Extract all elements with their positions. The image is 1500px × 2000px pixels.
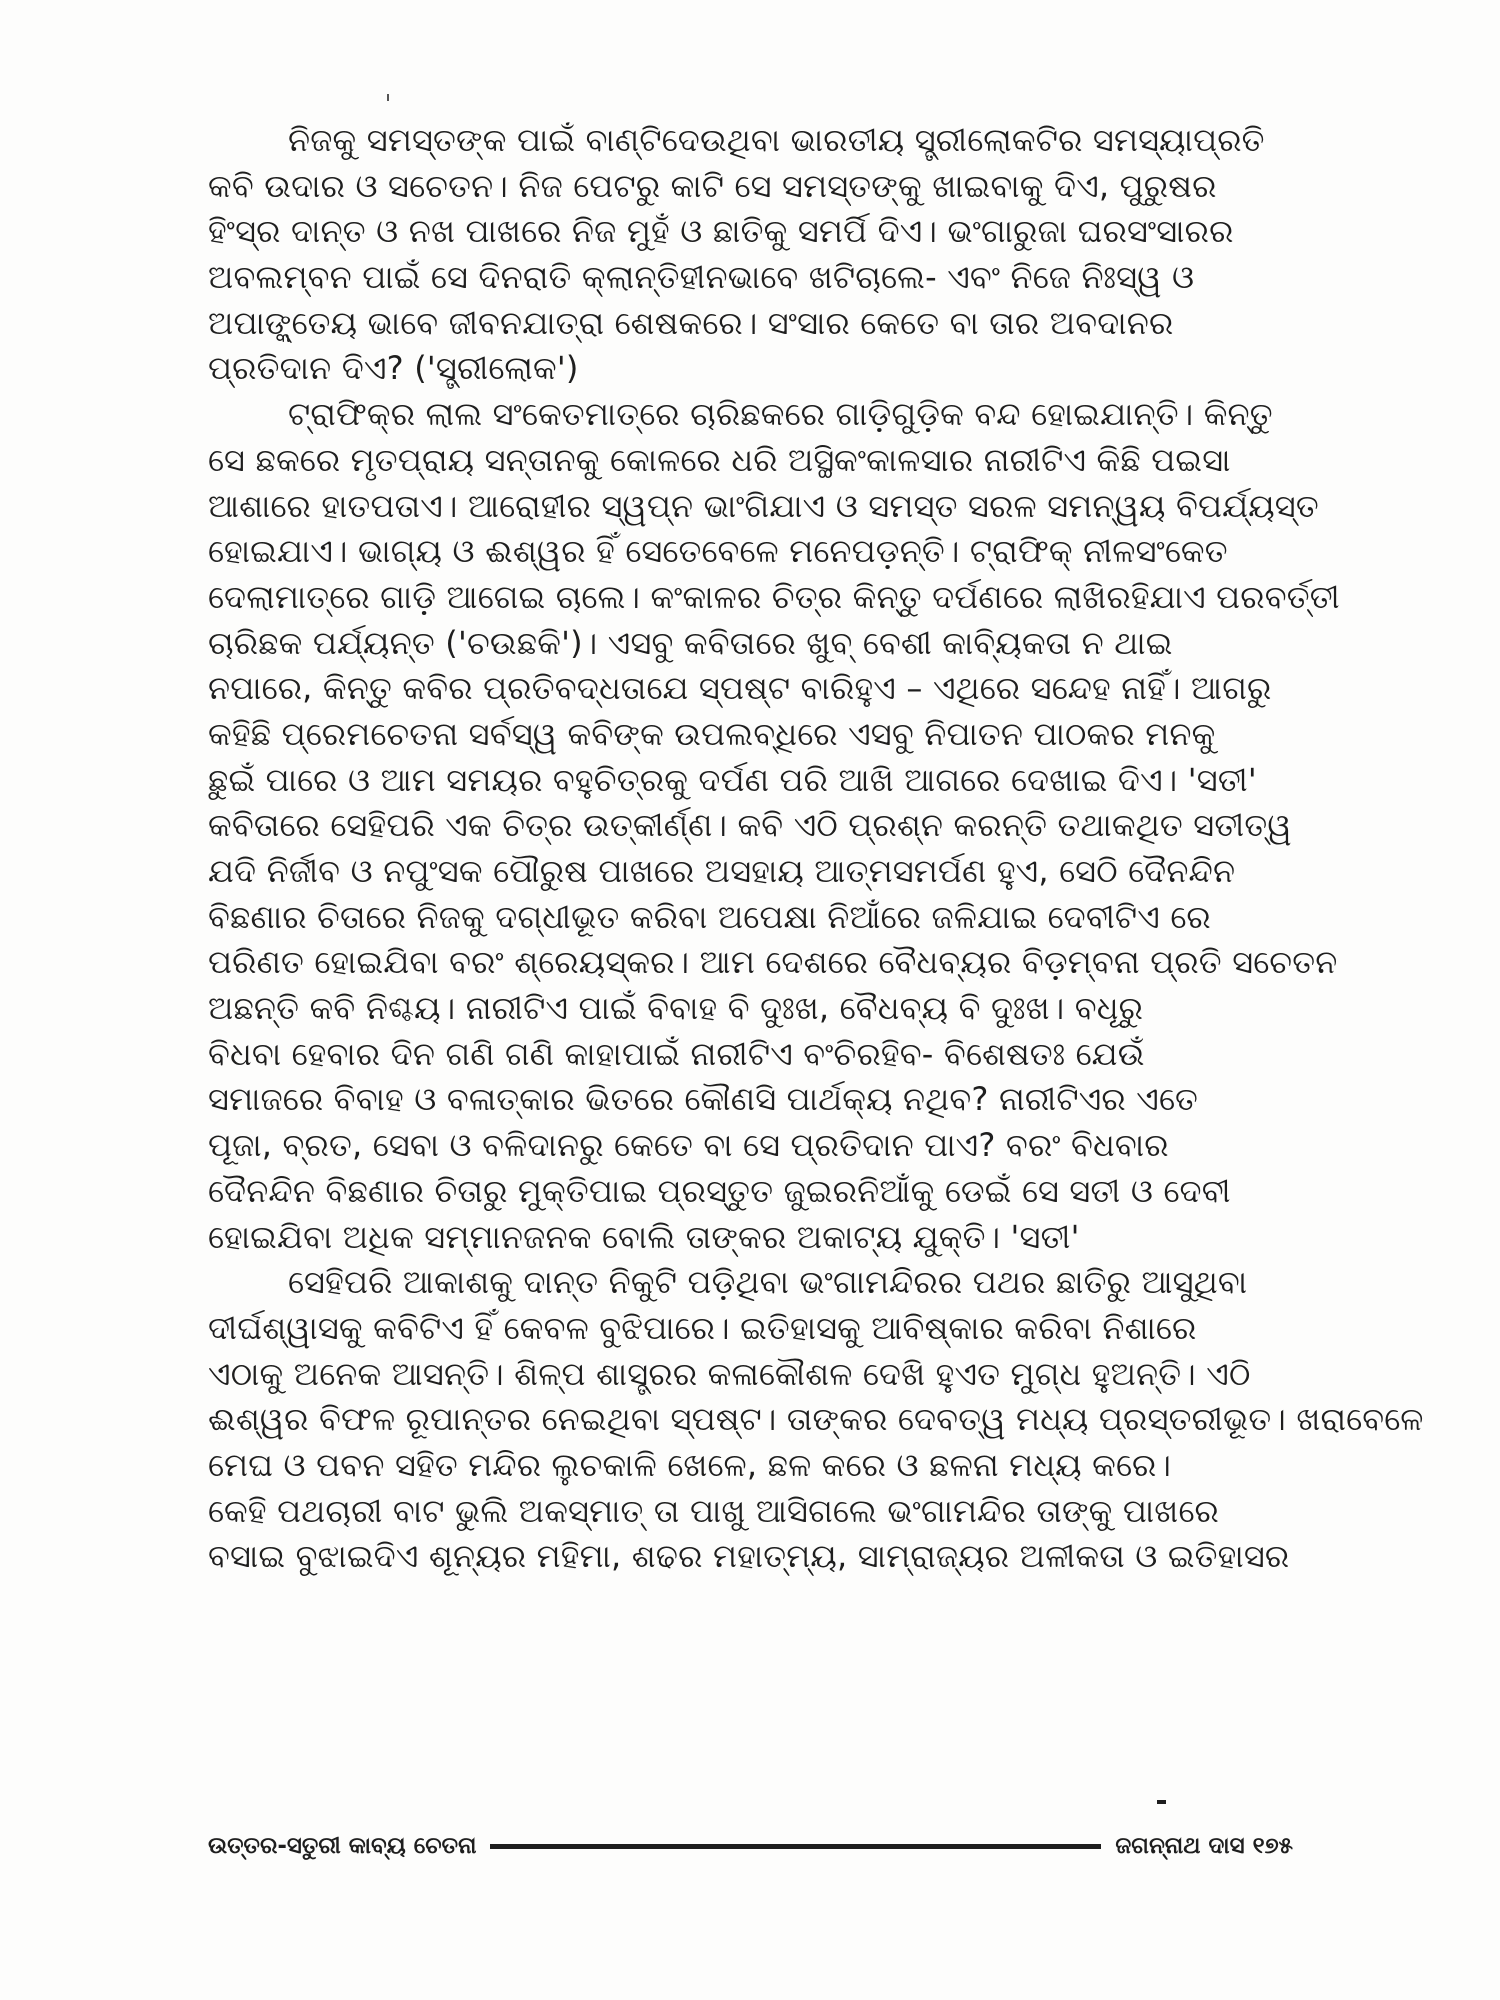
footer-book-title: ଉତ୍ତର-ସତୁରୀ କାବ୍ୟ ଚେତନା [208,1833,477,1859]
stray-ink-mark [387,94,389,101]
paragraph-line: ଆଶାରେ ହାତପତାଏ। ଆରୋହୀର ସ୍ୱପ୍ନ ଭାଂଗିଯାଏ ଓ ସମସ୍ତ ସରଳ ସମନ୍ୱୟ ବିପର୍ଯ୍ୟସ୍ତ [208,486,1319,525]
paragraph-line: ପରିଣତ ହୋଇଯିବା ବରଂ ଶ୍ରେୟସ୍କର। ଆମ ଦେଶରେ ବୈଧବ୍ୟର ବିଡ଼ମ୍ବନା ପ୍ରତି ସଚେତନ [208,943,1338,982]
paragraph-line: ଦେଲାମାତ୍ରେ ଗାଡ଼ି ଆଗେଇ ଚାଲେ। କଂକାଳର ଚିତ୍ର କିନ୍ତୁ ଦର୍ପଣରେ ଲାଖିରହିଯାଏ ପରବର୍ତ୍ତୀ [208,577,1340,616]
paragraph-line: ହୋଇଯିବା ଅଧିକ ସମ୍ମାନଜନକ ବୋଲି ତାଙ୍କର ଅକାଟ୍ୟ ଯୁକ୍ତି। 'ସତୀ' [208,1217,1080,1256]
paragraph-line: ଏଠାକୁ ଅନେକ ଆସନ୍ତି। ଶିଳ୍ପ ଶାସ୍ତ୍ରର କଳାକୌଶଳ ଦେଖି ହୁଏତ ମୁଗ୍ଧ ହୁଅନ୍ତି। ଏଠି [208,1354,1251,1393]
paragraph-line: ଅପାଙ୍କ୍ତେୟ ଭାବେ ଜୀବନଯାତ୍ରା ଶେଷକରେ। ସଂସାର କେତେ ବା ତାର ଅବଦାନର [208,303,1174,342]
paragraph-line: ଅବଲମ୍ବନ ପାଇଁ ସେ ଦିନରାତି କ୍ଲାନ୍ତିହୀନଭାବେ ଖଟିଚାଲେ- ଏବଂ ନିଜେ ନିଃସ୍ୱ ଓ [208,258,1195,297]
page-footer [208,1826,1293,1866]
paragraph-line: ଦୀର୍ଘଶ୍ୱାସକୁ କବିଟିଏ ହିଁ କେବଳ ବୁଝିପାରେ। ଇତିହାସକୁ ଆବିଷ୍କାର କରିବା ନିଶାରେ [208,1308,1197,1347]
paragraph-line: ସେ ଛକରେ ମୃତପ୍ରାୟ ସନ୍ତାନକୁ କୋଳରେ ଧରି ଅସ୍ଥିକଂକାଳସାର ନାରୀଟିଏ କିଛି ପଇସା [208,440,1231,479]
paragraph-line: କବିତାରେ ସେହିପରି ଏକ ଚିତ୍ର ଉତ୍କୀର୍ଣ୍ଣ। କବି ଏଠି ପ୍ରଶ୍ନ କରନ୍ତି ତଥାକଥିତ ସତୀତ୍ୱ [208,806,1292,845]
paragraph-line: ଈଶ୍ୱର ବିଫଳ ରୂପାନ୍ତର ନେଇଥିବା ସ୍ପଷ୍ଟ। ତାଙ୍କର ଦେବତ୍ୱ ମଧ୍ୟ ପ୍ରସ୍ତରୀଭୂତ। ଖରାବେଳେ [208,1400,1424,1439]
paragraph-line: ଚାରିଛକ ପର୍ଯ୍ୟନ୍ତ ('ଚଉଛକି')। ଏସବୁ କବିତାରେ ଖୁବ୍ ବେଶୀ କାବ୍ୟିକତା ନ ଥାଇ [208,623,1173,662]
paragraph-line: ବିଧବା ହେବାର ଦିନ ଗଣି ଗଣି କାହାପାଇଁ ନାରୀଟିଏ ବଂଚିରହିବ- ବିଶେଷତଃ ଯେଉଁ [208,1034,1145,1073]
paragraph-line: ବିଛଣାର ଚିତାରେ ନିଜକୁ ଦଗ୍ଧୀଭୂତ କରିବା ଅପେକ୍ଷା ନିଆଁରେ ଜଳିଯାଇ ଦେବୀଟିଏ ରେ [208,897,1211,936]
paragraph-line: ଅଛନ୍ତି କବି ନିଶ୍ଚୟ। ନାରୀଟିଏ ପାଇଁ ବିବାହ ବି ଦୁଃଖ, ବୈଧବ୍ୟ ବି ଦୁଃଖ। ବଧୂରୁ [208,989,1144,1028]
body-text [208,118,1424,1580]
paragraph-line: ଟ୍ରାଫିକ୍‌ର ଲାଲ ସଂକେତମାତ୍ରେ ଚାରିଛକରେ ଗାଡ଼ିଗୁଡ଼ିକ ବନ୍ଦ ହୋଇଯାନ୍ତି। କିନ୍ତୁ [288,395,1273,434]
paragraph-line: ବସାଇ ବୁଝାଇଦିଏ ଶୂନ୍ୟର ମହିମା, ଶଢର ମହାତ୍ମ୍ୟ, ସାମ୍ରାଜ୍ୟର ଅଳୀକତା ଓ ଇତିହାସର [208,1537,1290,1576]
paragraph-line: କହିଛି ପ୍ରେମଚେତନା ସର୍ବସ୍ୱ କବିଙ୍କ ଉପଲବ୍‌ଧିରେ ଏସବୁ ନିପାତନ ପାଠକର ମନକୁ [208,714,1216,753]
footer-rule [490,1844,1101,1849]
paragraph-line: ହିଂସ୍ର ଦାନ୍ତ ଓ ନଖ ପାଖରେ ନିଜ ମୁହଁ ଓ ଛାତିକୁ ସମର୍ପି ଦିଏ। ଭଂଗାରୁଜା ଘରସଂସାରର [208,212,1234,251]
paragraph-line: ମେଘ ଓ ପବନ ସହିତ ମନ୍ଦିର ଲୁଚକାଳି ଖେଳେ, ଛଳ କରେ ଓ ଛଳନା ମଧ୍ୟ କରେ। [208,1445,1172,1484]
paragraph-line: କେହି ପଥଚାରୀ ବାଟ ଭୁଲି ଅକସ୍ମାତ୍ ତା ପାଖୁ ଆସିଗଲେ ଭଂଗାମନ୍ଦିର ତାଙ୍କୁ ପାଖରେ [208,1491,1219,1530]
paragraph-line: ପ୍ରତିଦାନ ଦିଏ? ('ସ୍ତ୍ରୀଲୋକ') [208,349,579,388]
paragraph-line: କବି ଉଦାର ଓ ସଚେତନ। ନିଜ ପେଟରୁ କାଟି ସେ ସମସ୍ତଙ୍କୁ ଖାଇବାକୁ ଦିଏ, ପୁରୁଷର [208,166,1217,205]
paragraph-line: ହୋଇଯାଏ। ଭାଗ୍ୟ ଓ ଈଶ୍ୱର ହିଁ ସେତେବେଳେ ମନେପଡ଼ନ୍ତି। ଟ୍ରାଫିକ୍ ନୀଳସଂକେତ [208,532,1228,571]
footer-dash-mark [1157,1800,1166,1804]
paragraph-line: ପୂଜା, ବ୍ରତ, ସେବା ଓ ବଳିଦାନରୁ କେତେ ବା ସେ ପ୍ରତିଦାନ ପାଏ? ବରଂ ବିଧବାର [208,1126,1169,1165]
paragraph-line: ଦୈନନ୍ଦିନ ବିଛଣାର ଚିତାରୁ ମୁକ୍ତିପାଇ ପ୍ରସ୍ତୁତ ଜୁଇରନିଆଁକୁ ଡେଇଁ ସେ ସତୀ ଓ ଦେବୀ [208,1171,1231,1210]
footer-author-page-number: ଜଗନ୍ନାଥ ଦାସ ୧୭୫ [1115,1833,1293,1859]
paragraph-line: ଯଦି ନିର୍ଜୀବ ଓ ନପୁଂସକ ପୌରୁଷ ପାଖରେ ଅସହାୟ ଆତ୍ମସମର୍ପଣ ହୁଏ, ସେଠି ଦୈନନ୍ଦିନ [208,852,1236,890]
paragraph-line: ଛୁଇଁ ପାରେ ଓ ଆମ ସମୟର ବହୁଚିତ୍ରକୁ ଦର୍ପଣ ପରି ଆଖି ଆଗରେ ଦେଖାଇ ଦିଏ। 'ସତୀ' [208,760,1257,799]
paragraph-line: ସମାଜରେ ବିବାହ ଓ ବଳାତ୍କାର ଭିତରେ କୌଣସି ପାର୍ଥକ୍ୟ ନଥିବ? ନାରୀଟିଏର ଏତେ [208,1080,1198,1119]
paragraph-line: ସେହିପରି ଆକାଶକୁ ଦାନ୍ତ ନିକୁଟି ପଡ଼ିଥିବା ଭଂଗାମନ୍ଦିରର ପଥର ଛାତିରୁ ଆସୁଥିବା [288,1263,1248,1302]
paragraph-line: ନପାରେ, କିନ୍ତୁ କବିର ପ୍ରତିବଦ୍ଧତାଯେ ସ୍ପଷ୍ଟ ବାରିହୁଏ – ଏଥିରେ ସନ୍ଦେହ ନାହିଁ। ଆଗରୁ [208,669,1272,708]
paragraph-line: ନିଜକୁ ସମସ୍ତଙ୍କ ପାଇଁ ବାଣ୍ଟିଦେଉଥିବା ଭାରତୀୟ ସ୍ତ୍ରୀଲୋକଟିର ସମସ୍ୟାପ୍ରତି [288,121,1265,159]
